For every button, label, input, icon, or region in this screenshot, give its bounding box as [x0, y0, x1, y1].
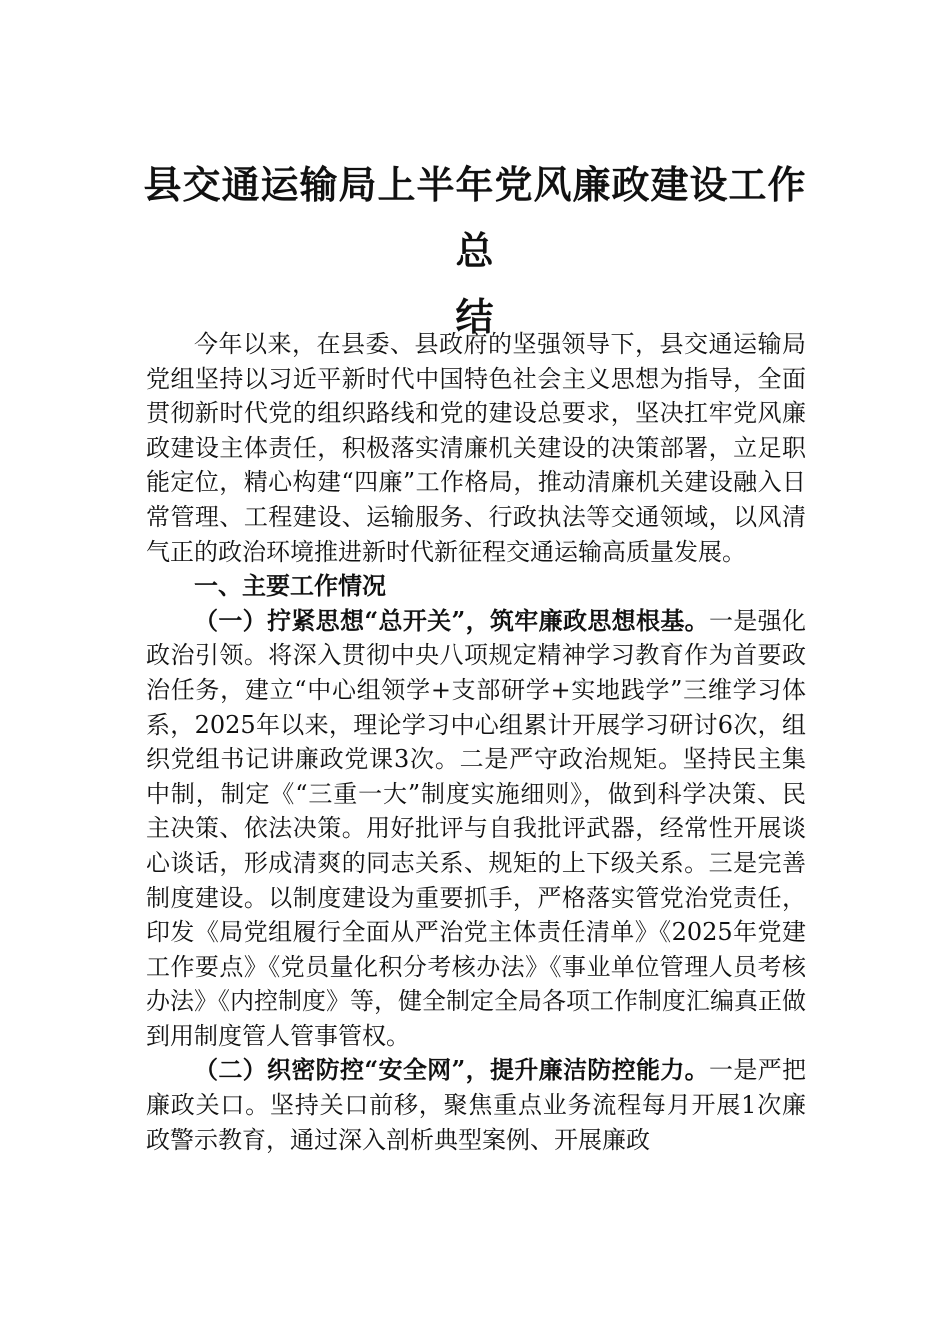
section-heading-1: 一、主要工作情况 — [194, 572, 386, 601]
subsection-2-text: 一是严把廉政关口。坚持关口前移，聚焦重点业务流程每月开展1次廉政警示教育，通过深入剖析典型案例、开展廉政 — [146, 1056, 807, 1154]
subsection-1-text: 一是强化政治引领。将深入贯彻中央八项规定精神学习教育作为首要政治任务，建立“中心组领学+支部研学+实地践学”三维学习体系，2025年以来，理论学习中心组累计开展学习研讨6次，组织党组书记讲廉政党课3次。二是严守政治规矩。坚持民主集中制，制定《“三重一大”制度实施细则》，做到科学决策、民主决策、依法决策。用好批评与自我批评武器，经常性开展谈心谈话，形成清爽的同志关系、规矩的上下级关系。三是完善制度建设。以制度建设为重要抓手，严格落实管党治党责任，印发《局党组履行全面从严治党主体责任清单》《2025年党建工作要点》《党员量化积分考核办法》《事业单位管理人员考核办法》《内控制度》等，健全制定全局各项工作制度汇编真正做到用制度管人管事管权。 — [146, 606, 807, 1050]
subsection-2-heading: （二）织密防控“安全网”，提升廉洁防控能力。 — [194, 1055, 709, 1085]
subsection-1-paragraph — [146, 604, 806, 1054]
title-line-2: 结 — [455, 295, 495, 339]
subsection-2-paragraph — [146, 1053, 806, 1157]
subsection-1-heading: （一）拧紧思想“总开关”，筑牢廉政思想根基。 — [194, 605, 709, 635]
document-body — [146, 327, 806, 1157]
document-title — [140, 152, 810, 350]
title-line-1: 县交通运输局上半年党风廉政建设工作总 — [143, 163, 807, 273]
intro-paragraph: 今年以来，在县委、县政府的坚强领导下，县交通运输局党组坚持以习近平新时代中国特色社会主义思想为指导，全面贯彻新时代党的组织路线和党的建设总要求，坚决扛牢党风廉政建设主体责任，积极落实清廉机关建设的决策部署，立足职能定位，精心构建“四廉”工作格局，推动清廉机关建设融入日常管理、工程建设、运输服务、行政执法等交通领域，以风清气正的政治环境推进新时代新征程交通运输高质量发展。 — [146, 330, 806, 566]
